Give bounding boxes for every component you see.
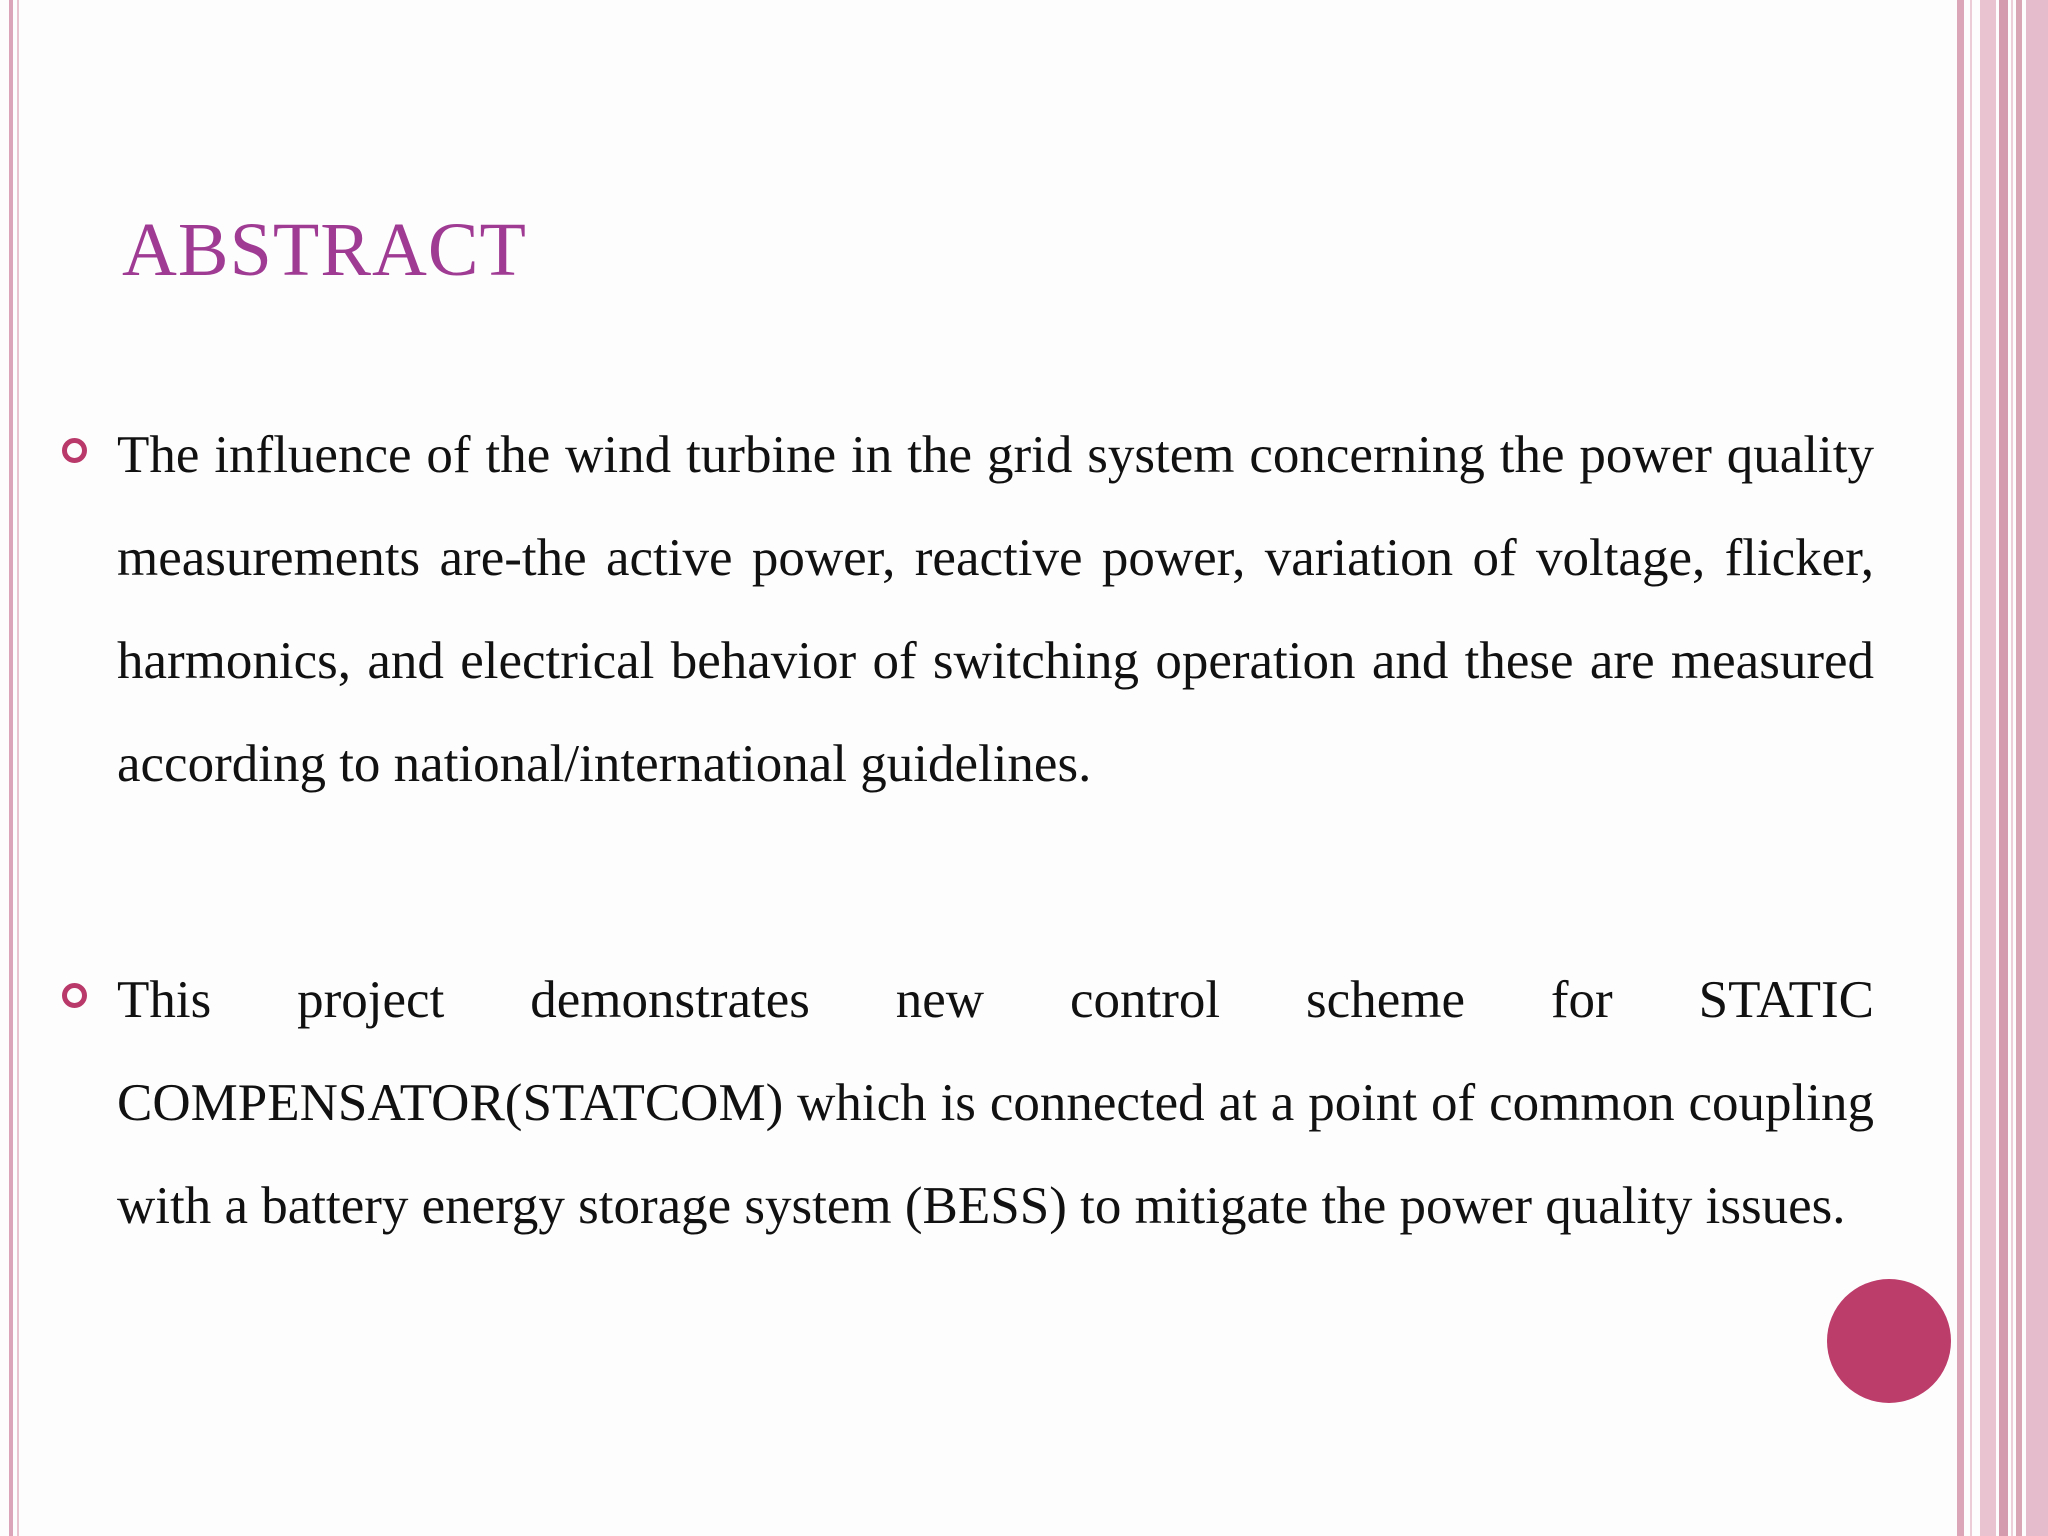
right-border-band xyxy=(2026,0,2048,1536)
left-border-line xyxy=(17,0,19,1536)
right-border-line xyxy=(1970,0,1972,1536)
right-border-line xyxy=(2011,0,2013,1536)
decorative-circle-icon xyxy=(1827,1279,1951,1403)
left-border-line xyxy=(9,0,13,1536)
slide-title: ABSTRACT xyxy=(122,208,527,292)
bullet-text: This project demonstrates new control scheme for STATIC COMPENSATOR(STATCOM) which is connected at a point of common coupling with a battery energy storage system (BESS) to mitigate the power quality issues. xyxy=(117,971,1874,1235)
bullet-text: The influence of the wind turbine in the grid system concerning the power quality measurements are-the active power, reactive power, variation of voltage, flicker, harmonics, and electrical behavior of switching operation and these are measured according to national/international guidelines. xyxy=(117,426,1874,793)
right-border-line xyxy=(1957,0,1964,1536)
hollow-circle-bullet-icon xyxy=(62,438,87,463)
bullet-item xyxy=(117,949,1874,1258)
bullet-item xyxy=(117,404,1874,816)
bullet-list xyxy=(117,404,1874,1258)
right-border-band xyxy=(1980,0,1996,1536)
right-border-line xyxy=(1999,0,2008,1536)
right-border-line xyxy=(2016,0,2022,1536)
hollow-circle-bullet-icon xyxy=(62,983,87,1008)
